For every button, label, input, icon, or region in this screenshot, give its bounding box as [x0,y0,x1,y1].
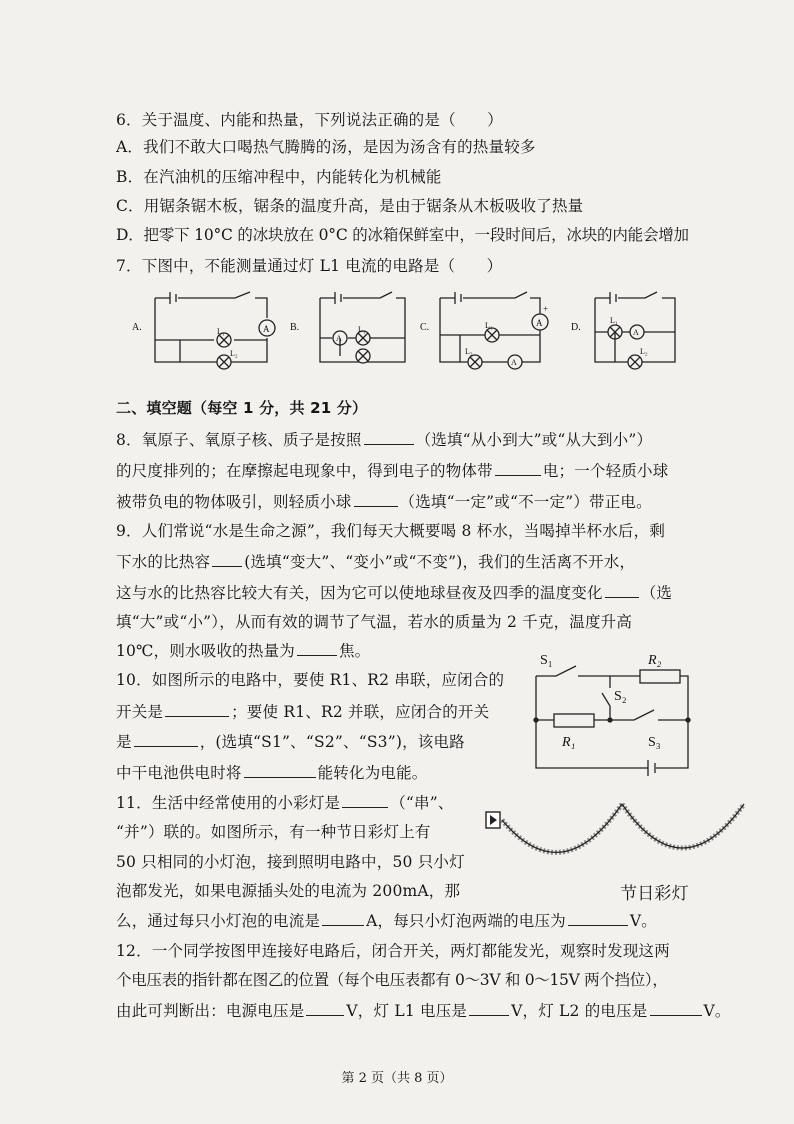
q9-blank-1[interactable] [212,551,242,567]
lamp-l2-a: L₂ [230,349,238,358]
q10-text: ；要使 R1、R2 并联，应闭合的开关 [231,703,490,721]
q6-option-d: D．把零下 10°C 的冰块放在 0°C 的冰箱保鲜室中，一段时间后，冰块的内能会增加 [116,226,689,244]
q12-line2: 个电压表的指针都在图乙的位置（每个电压表都有 0～3V 和 0～15V 两个挡位）， [116,971,668,989]
lamp-l1-b: L₁ [358,325,366,334]
resistor-r2-label: R₂ [648,653,662,668]
q8-line3 [116,491,652,512]
q8-line1 [116,429,652,450]
ammeter-c: A [536,318,543,328]
switch-s2-label: S₂ [614,689,627,704]
q9-line4: 填“大”或“小”），从而有效的调节了气温，若水的质量为 2 千克，温度升高 [116,613,633,631]
q8-line2 [116,460,668,481]
q9-text: 这与水的比热容比较大有关，因为它可以使地球昼夜及四季的温度变化 [116,584,603,602]
q10-line3 [116,731,465,752]
q10-blank-2[interactable] [134,731,198,747]
q12-text: V，灯 L1 电压是 [346,1002,468,1020]
switch-s1-label: S₁ [540,653,553,668]
q9-line3 [116,582,672,603]
q10-blank-1[interactable] [165,701,229,717]
q12-text: 由此可判断出：电源电压是 [116,1002,305,1020]
q6-stem: 6．关于温度、内能和热量，下列说法正确的是（ ） [116,111,503,129]
q11-text: （“串”、 [390,794,454,812]
q9-text: 下水的比热容 [116,553,211,571]
ammeter-a: A [263,324,270,334]
q7-circuits [130,290,690,380]
q12-blank-3[interactable] [650,1000,702,1016]
plus-c: + [543,304,549,314]
lamp-l1-a: L₁ [217,327,225,336]
page-footer: 第 2 页（共 8 页） [341,1071,453,1086]
q9-blank-2[interactable] [605,582,639,598]
q11-line3: 50 只相同的小灯泡，接到照明电路中，50 只小灯 [116,853,465,871]
q10-text: 是 [116,733,132,751]
q7-stem: 7．下图中，不能测量通过灯 L1 电流的电路是（ ） [116,257,503,275]
q9-line5 [116,640,370,661]
q10-line2 [116,701,489,722]
q11-line1 [116,792,454,813]
festival-lights-figure [482,800,752,880]
q12-blank-2[interactable] [469,1000,509,1016]
q11-text: A，每只小灯泡两端的电压为 [366,912,566,930]
q8-text: 8．氧原子、氧原子核、质子是按照 [116,431,362,449]
q9-line2 [116,551,635,572]
q8-text: 电；一个轻质小球 [542,462,669,480]
q8-text: （选填“从小到大”或“从大到小”） [415,431,653,449]
q11-blank-2[interactable] [322,910,364,926]
q11-line5 [116,910,657,931]
q8-blank-2[interactable] [495,460,541,476]
q12-line1: 12．一个同学按图甲连接好电路后，闭合开关，两灯都能发光，观察时发现这两 [116,942,670,960]
q10-line1: 10．如图所示的电路中，要使 R1、R2 串联，应闭合的 [116,671,505,689]
q11-text: 么，通过每只小灯泡的电流是 [116,912,321,930]
q10-text: ，(选填“S1”、“S2”、“S3”)，该电路 [199,733,465,751]
q6-option-a: A．我们不敢大口喝热气腾腾的汤，是因为汤含有的热量较多 [116,138,536,156]
lamp-l2-c: L₂ [465,347,473,356]
q8-text: 被带负电的物体吸引，则轻质小球 [116,493,352,511]
q10-text: 开关是 [116,703,164,721]
q9-text: 10℃，则水吸收的热量为 [116,642,295,660]
diagram-label-b: B. [290,322,300,333]
q9-text: （选 [640,584,673,602]
q9-blank-3[interactable] [297,640,337,656]
ammeter-b: A [336,334,342,343]
q10-line4 [116,762,428,783]
q11-blank-1[interactable] [342,792,388,808]
switch-s3-label: S₃ [648,735,661,750]
ammeter-d: A [633,328,639,337]
section-title: 二、填空题（每空 1 分，共 21 分） [116,399,368,417]
festival-lights-caption: 节日彩灯 [620,884,689,904]
resistor-r1-label: R₁ [562,735,576,750]
ammeter-c2: A [511,358,517,367]
q11-text: 11．生活中经常使用的小彩灯是 [116,794,341,812]
q6-option-b: B．在汽油机的压缩冲程中，内能转化为机械能 [116,168,442,186]
q10-text: 中干电池供电时将 [116,764,242,782]
q9-text: 焦。 [338,642,371,660]
q12-line3 [116,1000,731,1021]
q10-circuit [530,648,710,780]
q11-blank-3[interactable] [568,910,628,926]
q6-option-c: C．用锯条锯木板，锯条的温度升高，是由于锯条从木板吸收了热量 [116,197,584,215]
q9-text: (选填“变大”、“变小”或“不变”)，我们的生活离不开水， [244,553,636,571]
q11-line2: “并”）联的。如图所示，有一种节日彩灯上有 [116,823,431,841]
q10-blank-3[interactable] [244,762,316,778]
lamp-l1-d: L₁ [610,316,618,325]
q8-blank-3[interactable] [354,491,398,507]
diagram-label-c: C. [420,322,430,333]
q8-blank-1[interactable] [364,429,414,445]
q12-text: V。 [703,1002,731,1020]
diagram-label-d: D. [571,322,581,333]
lamp-l1-c: L₁ [485,321,493,330]
q9-line1: 9．人们常说“水是生命之源”，我们每天大概要喝 8 杯水，当喝掉半杯水后，剩 [116,522,666,540]
lamp-l2-d: L₂ [640,347,648,356]
q8-text: 的尺度排列的；在摩擦起电现象中，得到电子的物体带 [116,462,493,480]
q8-text: （选填“一定”或“不一定”）带正电。 [399,493,652,511]
q11-line4: 泡都发光，如果电源插头处的电流为 200mA，那 [116,882,461,900]
diagram-label-a: A. [132,322,142,333]
q12-blank-1[interactable] [306,1000,344,1016]
q12-text: V，灯 L2 的电压是 [511,1002,648,1020]
q11-text: V。 [629,912,657,930]
q10-text: 能转化为电能。 [317,764,428,782]
